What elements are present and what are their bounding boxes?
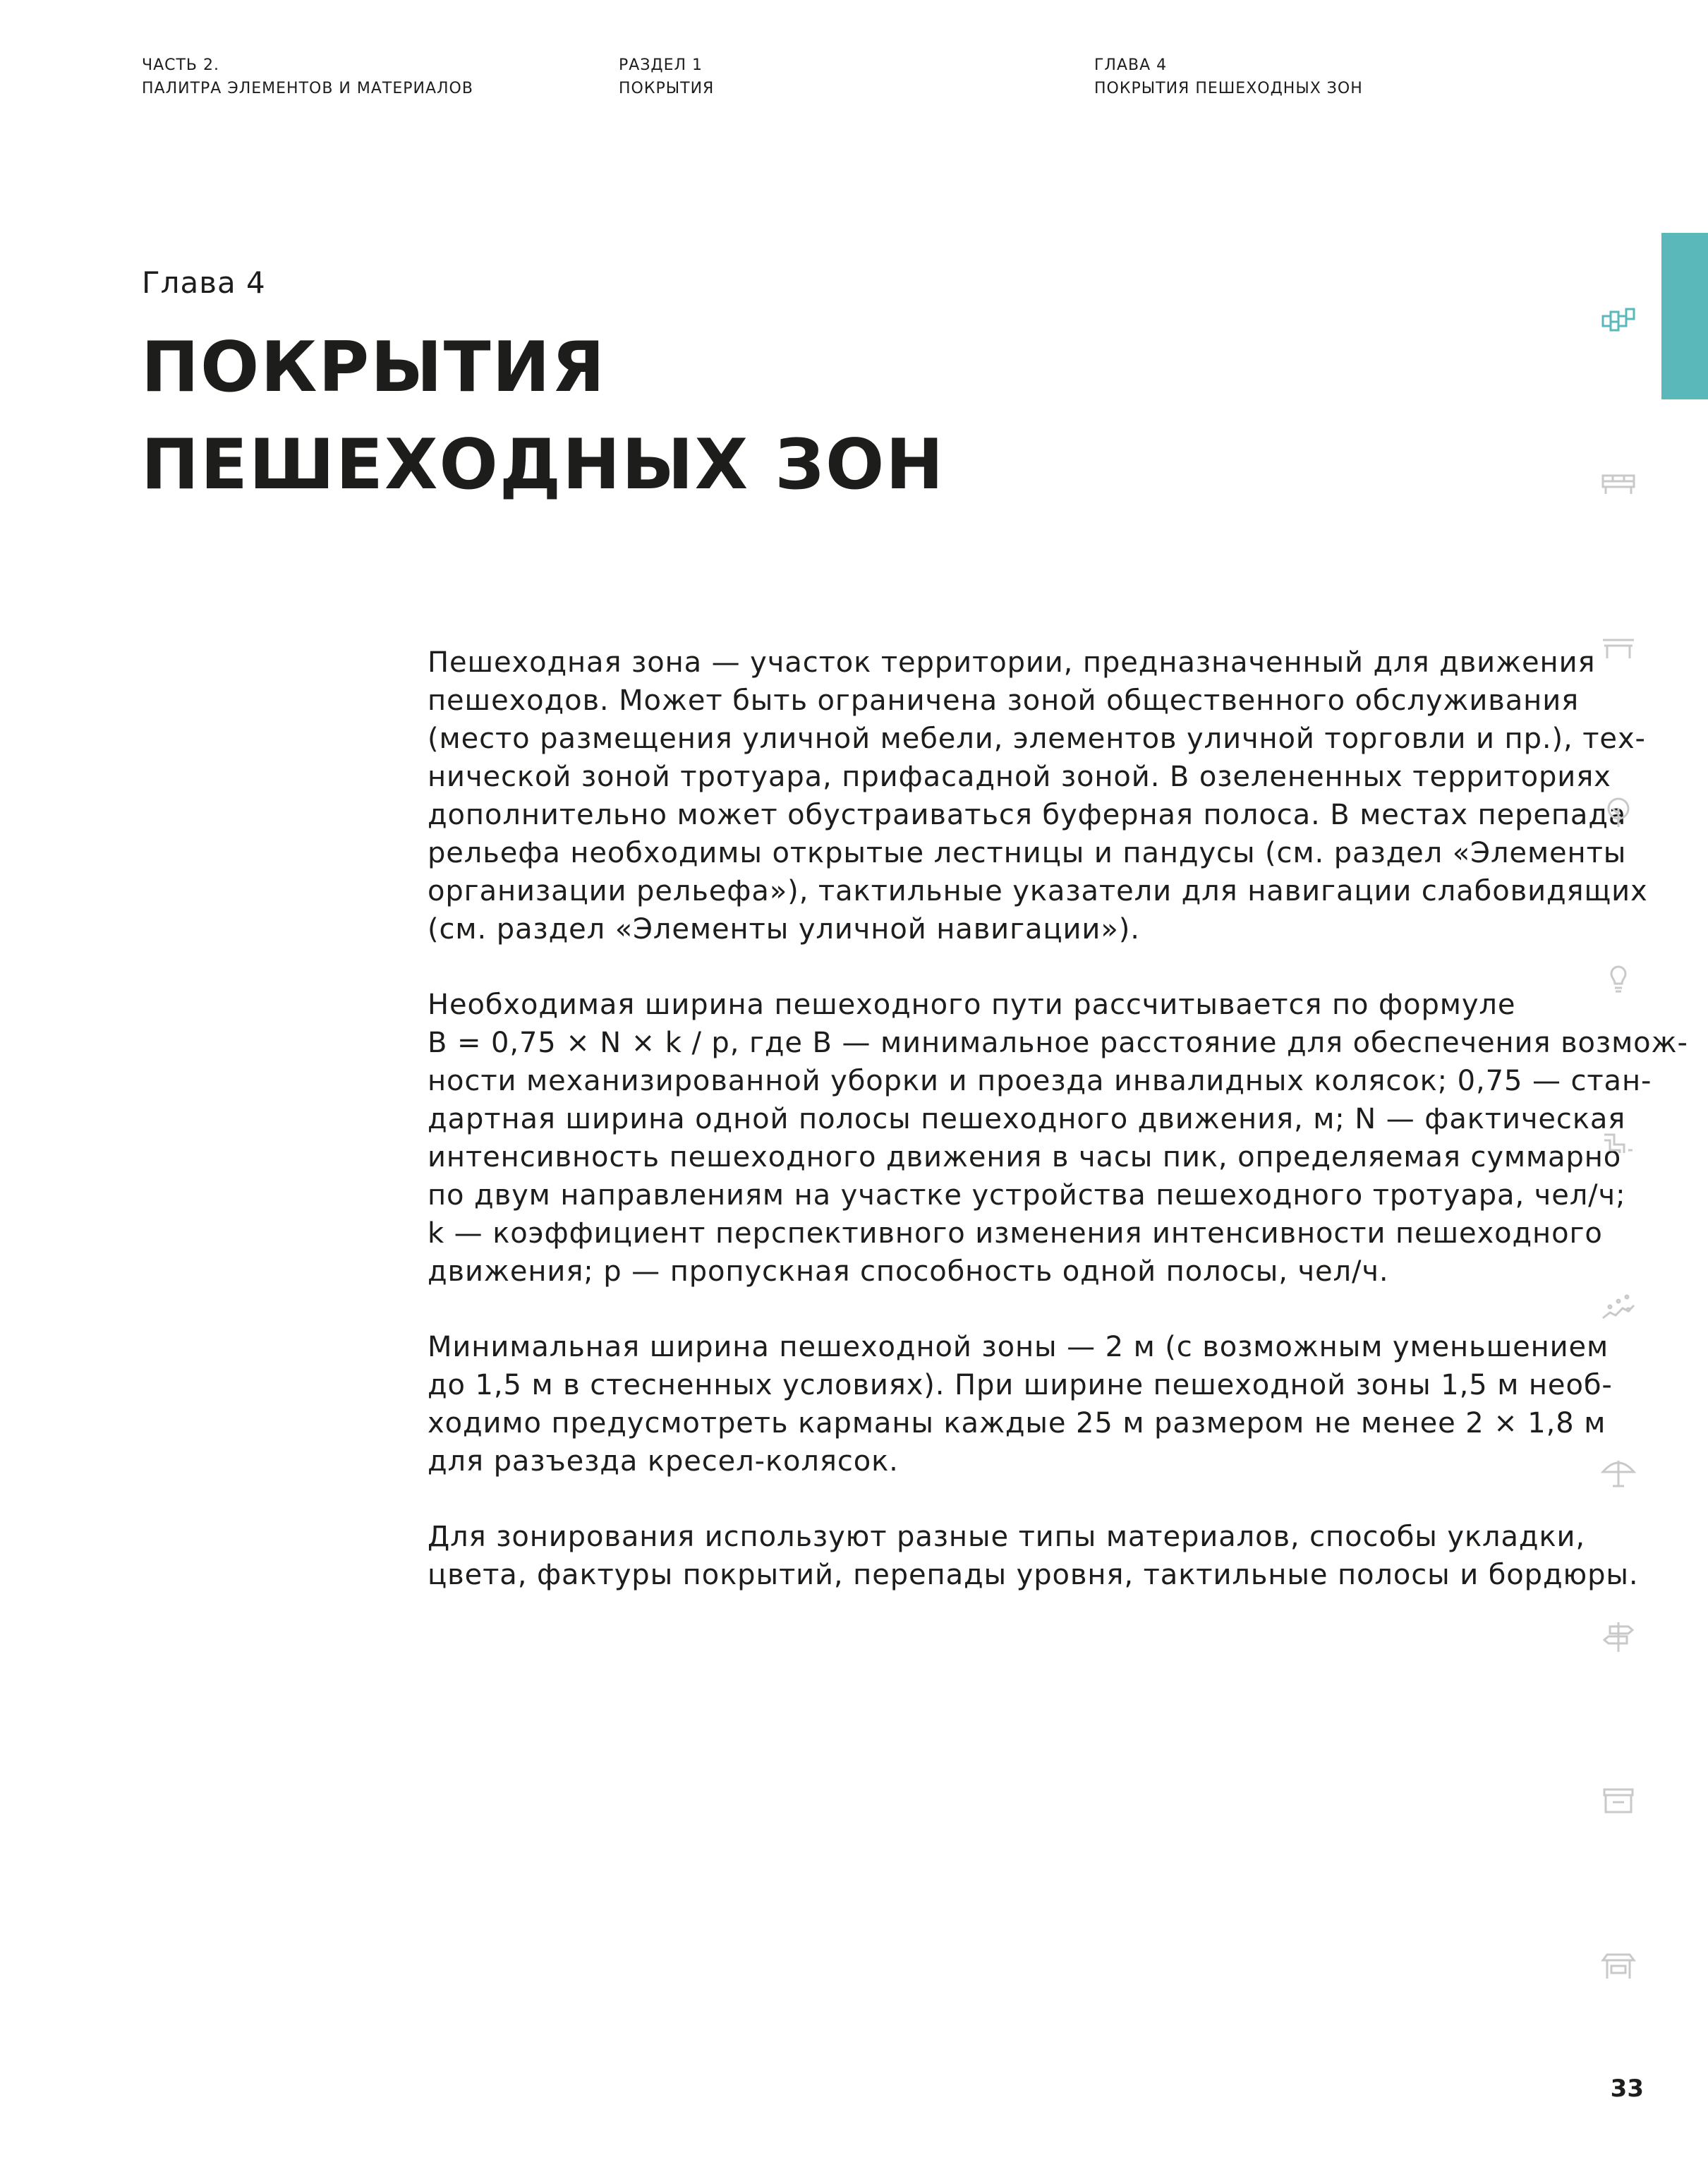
bench-icon[interactable]: [1600, 466, 1637, 502]
tree-icon[interactable]: [1600, 795, 1637, 831]
text-line: организации рельефа»), тактильные указатели для навигации слабовидящих: [428, 875, 1648, 907]
header-section-line1: РАЗДЕЛ 1: [619, 56, 703, 74]
kiosk-icon[interactable]: [1600, 1782, 1637, 1819]
active-section-tab[interactable]: [1661, 233, 1708, 399]
text-line: по двум направлениям на участке устройства пешеходного тротуара, чел/ч;: [428, 1179, 1626, 1212]
text-line: ности механизированной уборки и проезда инвалидных колясок; 0,75 — стан-: [428, 1065, 1652, 1097]
header-chapter: [1094, 54, 1363, 100]
text-line: дартная ширина одной полосы пешеходного движения, м; N — фактическая: [428, 1103, 1626, 1135]
text-line: пешеходов. Может быть ограничена зоной общественного обслуживания: [428, 684, 1580, 717]
plants-icon[interactable]: [1600, 1288, 1637, 1325]
text-line: движения; p — пропускная способность одной полосы, чел/ч.: [428, 1255, 1389, 1288]
paragraph-zoning: [428, 1518, 1639, 1594]
text-line: для разъезда кресел-колясок.: [428, 1445, 899, 1478]
text-line: дополнительно может обустраиваться буферная полоса. В местах перепада: [428, 799, 1627, 831]
header-section-line2: ПОКРЫТИЯ: [619, 80, 715, 97]
stall-icon[interactable]: [1600, 1948, 1637, 1984]
umbrella-icon[interactable]: [1600, 1454, 1637, 1490]
chapter-title-line2: ПЕШЕХОДНЫХ ЗОН: [141, 425, 945, 505]
text-line: (см. раздел «Элементы уличной навигации»).: [428, 913, 1140, 946]
signpost-icon[interactable]: [1600, 1618, 1637, 1655]
header-section: [619, 54, 714, 100]
text-line: Необходимая ширина пешеходного пути рассчитывается по формуле: [428, 989, 1516, 1021]
chapter-title-line1: ПОКРЫТИЯ: [141, 327, 607, 408]
text-line: Минимальная ширина пешеходной зоны — 2 м (с возможным уменьшением: [428, 1331, 1609, 1363]
paragraph-formula: [428, 986, 1688, 1291]
header-part-line1: ЧАСТЬ 2.: [142, 56, 220, 74]
text-line: рельефа необходимы открытые лестницы и пандусы (см. раздел «Элементы: [428, 837, 1627, 869]
text-line: Для зонирования используют разные типы материалов, способы укладки,: [428, 1521, 1586, 1553]
paragraph-definition: [428, 644, 1648, 948]
body-text: [428, 644, 1688, 1631]
header-part-line2: ПАЛИТРА ЭЛЕМЕНТОВ И МАТЕРИАЛОВ: [142, 80, 473, 97]
text-line: цвета, фактуры покрытий, перепады уровня, тактильные полосы и бордюры.: [428, 1559, 1639, 1591]
header-chapter-line2: ПОКРЫТИЯ ПЕШЕХОДНЫХ ЗОН: [1094, 80, 1363, 97]
paving-icon[interactable]: [1600, 302, 1637, 339]
text-line: B = 0,75 × N × k / p, где B — минимальное расстояние для обеспечения возмож-: [428, 1027, 1688, 1059]
chapter-title: [141, 319, 945, 514]
paragraph-min-width: [428, 1328, 1613, 1480]
text-line: (место размещения уличной мебели, элементов уличной торговли и пр.), тех-: [428, 723, 1646, 755]
page-number: 33: [1610, 2075, 1644, 2103]
text-line: Пешеходная зона — участок территории, предназначенный для движения: [428, 646, 1596, 679]
text-line: ходимо предусмотреть карманы каждые 25 м размером не менее 2 × 1,8 м: [428, 1407, 1606, 1439]
lamp-icon[interactable]: [1600, 960, 1637, 996]
text-line: до 1,5 м в стесненных условиях). При ширине пешеходной зоны 1,5 м необ-: [428, 1369, 1613, 1401]
header-part: [142, 54, 473, 100]
table-icon[interactable]: [1600, 630, 1637, 667]
text-line: интенсивность пешеходного движения в часы пик, определяемая суммарно: [428, 1141, 1622, 1173]
text-line: нической зоной тротуара, прифасадной зоной. В озелененных территориях: [428, 761, 1611, 793]
text-line: k — коэффициент перспективного изменения интенсивности пешеходного: [428, 1217, 1603, 1250]
header-chapter-line1: ГЛАВА 4: [1094, 56, 1168, 74]
pipe-icon[interactable]: [1600, 1125, 1637, 1161]
chapter-label: Глава 4: [142, 265, 266, 300]
